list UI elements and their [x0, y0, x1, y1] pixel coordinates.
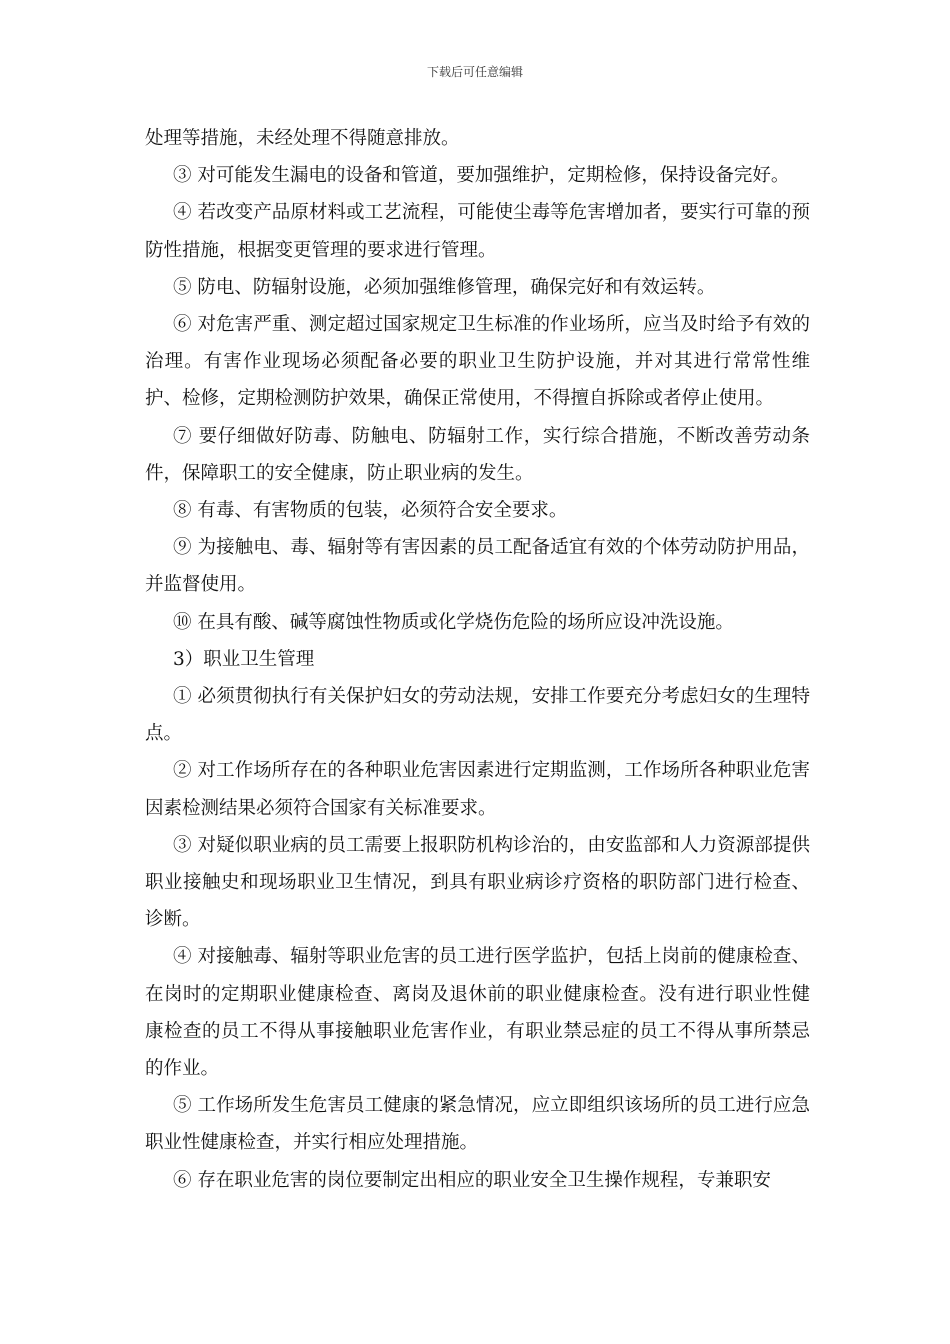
- paragraph-item-4b: ④ 对接触毒、辐射等职业危害的员工进行医学监护，包括上岗前的健康检查、在岗时的定期职业健康检查、离岗及退休前的职业健康检查。没有进行职业性健康检查的员工不得从事接触职业危害作业，有职业禁忌症的员工不得从事所禁忌的作业。: [145, 946, 810, 1080]
- paragraph-item-10: ⑩ 在具有酸、碱等腐蚀性物质或化学烧伤危险的场所应设冲洗设施。: [173, 611, 734, 633]
- paragraph-item-9: ⑨ 为接触电、毒、辐射等有害因素的员工配备适宜有效的个体劳动防护用品，并监督使用。: [145, 537, 810, 596]
- paragraph-item-2: ② 对工作场所存在的各种职业危害因素进行定期监测，工作场所各种职业危害因素检测结果必须符合国家有关标准要求。: [145, 760, 810, 819]
- page-header-note: 下载后可任意编辑: [426, 65, 523, 79]
- paragraph-item-5: ⑤ 防电、防辐射设施，必须加强维修管理，确保完好和有效运转。: [173, 276, 716, 298]
- paragraph-item-5b: ⑤ 工作场所发生危害员工健康的紧急情况，应立即组织该场所的员工进行应急职业性健康检查，并实行相应处理措施。: [145, 1095, 810, 1154]
- document-body: [145, 120, 810, 1199]
- paragraph-item-1: ① 必须贯彻执行有关保护妇女的劳动法规，安排工作要充分考虑妇女的生理特点。: [145, 686, 810, 745]
- paragraph-item-6b: ⑥ 存在职业危害的岗位要制定出相应的职业安全卫生操作规程，专兼职安: [173, 1169, 771, 1191]
- paragraph-item-8: ⑧ 有毒、有害物质的包装，必须符合安全要求。: [173, 500, 568, 522]
- paragraph-item-4: ④ 若改变产品原材料或工艺流程，可能使尘毒等危害增加者，要实行可靠的预防性措施，根据变更管理的要求进行管理。: [145, 202, 810, 261]
- section-heading: 3）职业卫生管理: [173, 648, 315, 670]
- paragraph-continuation: 处理等措施，未经处理不得随意排放。: [145, 128, 460, 149]
- paragraph-item-6: ⑥ 对危害严重、测定超过国家规定卫生标准的作业场所，应当及时给予有效的治理。有害作业现场必须配备必要的职业卫生防护设施，并对其进行常常性维护、检修，定期检测防护效果，确保正常使用，不得擅自拆除或者停止使用。: [145, 314, 810, 410]
- paragraph-item-7: ⑦ 要仔细做好防毒、防触电、防辐射工作，实行综合措施，不断改善劳动条件，保障职工的安全健康，防止职业病的发生。: [145, 425, 810, 484]
- paragraph-item-3b: ③ 对疑似职业病的员工需要上报职防机构诊治的，由安监部和人力资源部提供职业接触史和现场职业卫生情况，到具有职业病诊疗资格的职防部门进行检查、诊断。: [145, 834, 810, 931]
- paragraph-item-3: ③ 对可能发生漏电的设备和管道，要加强维护，定期检修，保持设备完好。: [173, 165, 790, 187]
